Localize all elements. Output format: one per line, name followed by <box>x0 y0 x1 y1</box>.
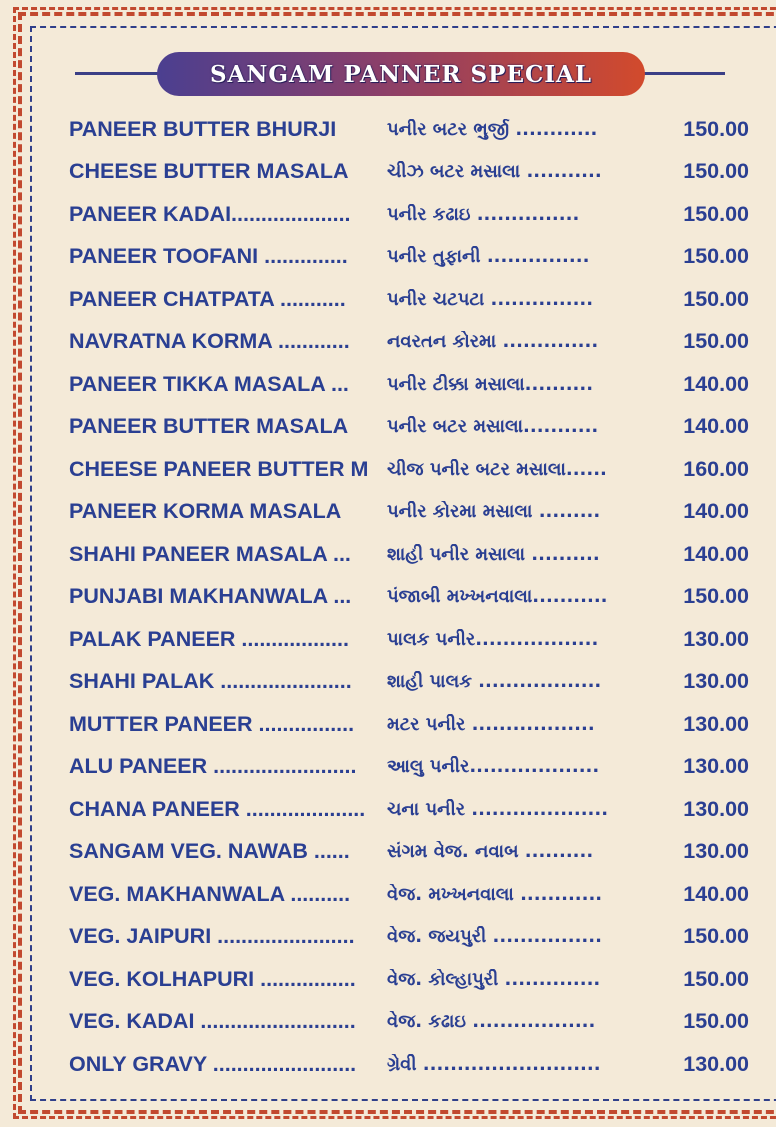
item-price: 140.00 <box>683 499 749 524</box>
item-price: 150.00 <box>683 116 749 141</box>
item-name-gujarati: નવરતન કોરમા .............. <box>387 331 599 353</box>
item-price: 160.00 <box>683 456 749 481</box>
item-name: PANEER TOOFANI .............. <box>69 244 348 269</box>
item-name: ONLY GRAVY ........................ <box>69 1051 357 1076</box>
item-name: PANEER KADAI.................... <box>69 201 351 226</box>
item-name: PANEER CHATPATA ........... <box>69 286 346 311</box>
menu-item <box>69 533 751 576</box>
menu-item <box>69 916 751 959</box>
item-name-gujarati: ચીઝ બટર મસાલા ........... <box>387 161 602 183</box>
item-name-gujarati: પંજાબી મખ્ખનવાલા........... <box>387 586 608 608</box>
menu-item <box>69 618 751 661</box>
item-price: 150.00 <box>683 201 749 226</box>
menu-item <box>69 278 751 321</box>
item-name-gujarati: પનીર ચટપટા ............... <box>387 288 594 310</box>
item-price: 140.00 <box>683 371 749 396</box>
item-name: VEG. KADAI .......................... <box>69 1009 356 1034</box>
item-price: 140.00 <box>683 541 749 566</box>
item-name: SHAHI PANEER MASALA ... <box>69 541 351 566</box>
item-name: PANEER BUTTER BHURJI <box>69 116 337 141</box>
item-price: 150.00 <box>683 924 749 949</box>
item-name: ALU PANEER ........................ <box>69 754 357 779</box>
item-name: PANEER KORMA MASALA <box>69 499 342 524</box>
item-price: 130.00 <box>683 839 749 864</box>
menu-list <box>69 108 751 1086</box>
item-price: 150.00 <box>683 159 749 184</box>
item-name-gujarati: શાહી પાલક .................. <box>387 671 602 693</box>
item-name: MUTTER PANEER ................ <box>69 711 355 736</box>
item-name: CHEESE PANEER BUTTER M <box>69 456 369 481</box>
item-name-gujarati: ચના પનીર .................... <box>387 798 609 820</box>
item-name-gujarati: વેજ. મખ્ખનવાલા ............ <box>387 883 603 905</box>
item-price: 150.00 <box>683 966 749 991</box>
menu-item <box>69 746 751 789</box>
item-name-gujarati: મટર પનીર .................. <box>387 713 595 735</box>
item-price: 150.00 <box>683 584 749 609</box>
item-price: 140.00 <box>683 414 749 439</box>
item-name: VEG. KOLHAPURI ................ <box>69 966 356 991</box>
item-price: 150.00 <box>683 286 749 311</box>
item-name-gujarati: પનીર કોરમા મસાલા ......... <box>387 501 601 523</box>
menu-item <box>69 108 751 151</box>
item-price: 130.00 <box>683 754 749 779</box>
item-name-gujarati: વેજ. કોલ્હાપુરી .............. <box>387 968 601 990</box>
item-name-gujarati: પનીર બટર મસાલા........... <box>387 416 599 438</box>
item-name-gujarati: પનીર ટીક્કા મસાલા.......... <box>387 373 594 395</box>
item-price: 130.00 <box>683 1051 749 1076</box>
item-name: SANGAM VEG. NAWAB ...... <box>69 839 350 864</box>
item-name: PUNJABI MAKHANWALA ... <box>69 584 352 609</box>
item-name: PALAK PANEER .................. <box>69 626 349 651</box>
item-name-gujarati: ચીજ પનીર બટર મસાલા...... <box>387 458 607 480</box>
menu-item <box>69 236 751 279</box>
item-price: 130.00 <box>683 626 749 651</box>
item-price: 140.00 <box>683 881 749 906</box>
item-price: 130.00 <box>683 669 749 694</box>
menu-item <box>69 406 751 449</box>
item-price: 150.00 <box>683 329 749 354</box>
item-name-gujarati: સંગમ વેજ. નવાબ .......... <box>387 841 594 863</box>
menu-item <box>69 788 751 831</box>
menu-item <box>69 363 751 406</box>
menu-item <box>69 448 751 491</box>
item-price: 150.00 <box>683 244 749 269</box>
item-name-gujarati: ગ્રેવી .......................... <box>387 1053 601 1075</box>
menu-item <box>69 193 751 236</box>
item-name-gujarati: આલુ પનીર................... <box>387 756 600 778</box>
item-name-gujarati: પાલક પનીર.................. <box>387 628 599 650</box>
item-name-gujarati: પનીર કઢાઇ ............... <box>387 203 580 225</box>
item-name: PANEER BUTTER MASALA <box>69 414 349 439</box>
menu-item <box>69 576 751 619</box>
item-name: NAVRATNA KORMA ............ <box>69 329 350 354</box>
section-title: SANGAM PANNER SPECIAL <box>209 60 593 88</box>
menu-item <box>69 321 751 364</box>
menu-item <box>69 1001 751 1044</box>
menu-item <box>69 491 751 534</box>
item-name: VEG. MAKHANWALA .......... <box>69 881 351 906</box>
menu-item <box>69 151 751 194</box>
menu-item <box>69 1043 751 1086</box>
item-name: CHEESE BUTTER MASALA <box>69 159 349 184</box>
menu-item <box>69 873 751 916</box>
item-name: PANEER TIKKA MASALA ... <box>69 371 349 396</box>
item-price: 150.00 <box>683 1009 749 1034</box>
item-name-gujarati: વેજ. કઢાઇ .................. <box>387 1011 596 1033</box>
item-name-gujarati: પનીર તુફાની ............... <box>387 246 590 268</box>
item-price: 130.00 <box>683 796 749 821</box>
item-name-gujarati: પનીર બટર ભુર્જી ............ <box>387 118 598 140</box>
item-name: CHANA PANEER .................... <box>69 796 366 821</box>
menu-item <box>69 831 751 874</box>
item-name-gujarati: વેજ. જયપુરી ................ <box>387 926 602 948</box>
menu-item <box>69 958 751 1001</box>
menu-item <box>69 703 751 746</box>
item-price: 130.00 <box>683 711 749 736</box>
header-rule-right <box>635 72 725 75</box>
item-name: SHAHI PALAK ...................... <box>69 669 352 694</box>
section-header <box>75 52 725 96</box>
item-name-gujarati: શાહી પનીર મસાલા .......... <box>387 543 600 565</box>
item-name: VEG. JAIPURI ....................... <box>69 924 355 949</box>
menu-item <box>69 661 751 704</box>
header-rule-left <box>75 72 165 75</box>
header-banner <box>157 52 645 96</box>
